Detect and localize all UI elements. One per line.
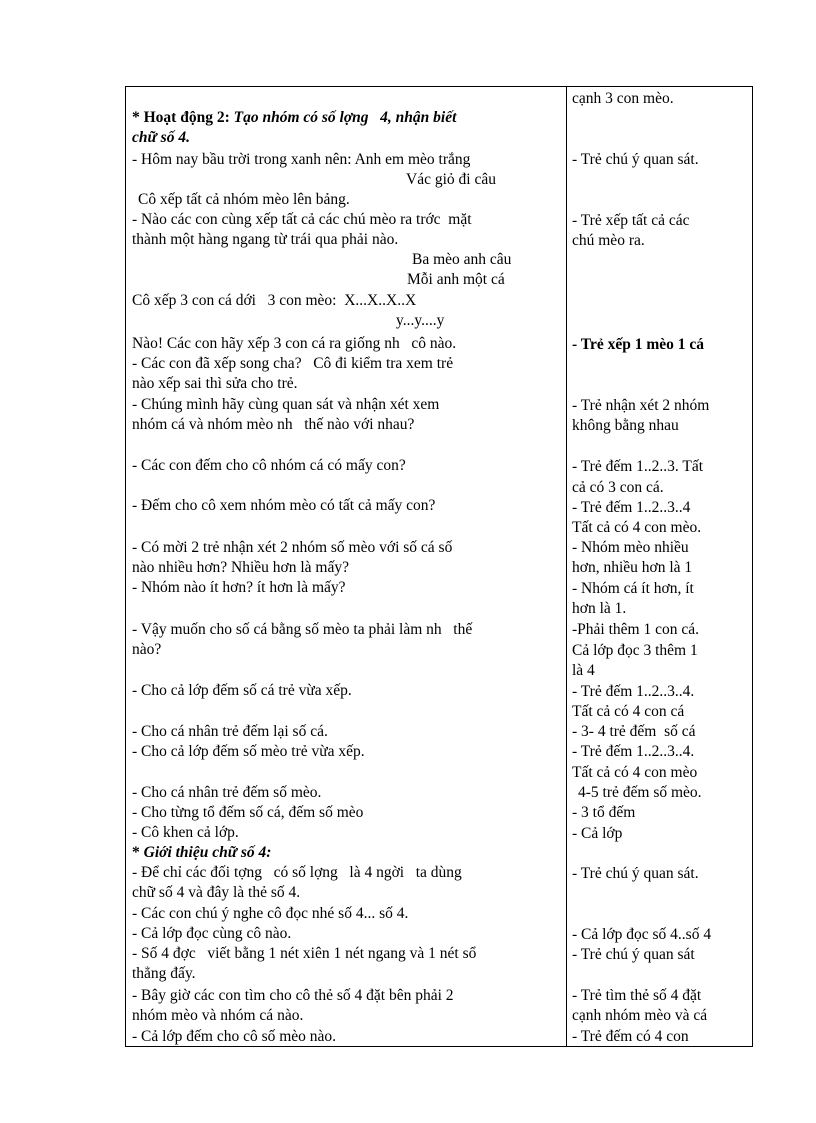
left-line: y...y....y [396,312,445,329]
right-line: - Trẻ xếp tất cả các [572,212,690,229]
right-line: chú mèo ra. [572,232,645,249]
left-line: Cô xếp tất cả nhóm mèo lên bảng. [138,191,350,208]
right-line: - Trẻ đếm 1..2..3. Tất [572,458,704,475]
left-line: - Cho cá nhân trẻ đếm số mèo. [132,784,322,801]
left-line: - Cho từng tổ đếm số cá, đếm số mèo [132,804,364,821]
right-line: -Phải thêm 1 con cá. [572,621,699,638]
left-line: chữ số 4 và đây là thẻ số 4. [132,884,301,901]
left-line: nào xếp sai thì sửa cho trẻ. [132,375,298,392]
left-line: thẳng đấy. [132,965,196,982]
left-line: - Có mời 2 trẻ nhận xét 2 nhóm số mèo với số cá số [132,539,453,556]
right-line: Tất cả có 4 con mèo. [572,519,702,536]
left-line: nhóm mèo và nhóm cá nào. [132,1007,304,1024]
activity-2-heading-cont: chữ số 4. [132,129,190,146]
left-line: - Các con đếm cho cô nhóm cá có mấy con? [132,457,406,474]
left-line: - Chúng mình hãy cùng quan sát và nhận xét xem [132,396,440,413]
left-line: - Cho cả lớp đếm số cá trẻ vừa xếp. [132,682,352,699]
activity-2-label: * Hoạt động 2: [132,109,234,126]
activity-2-title: Tạo nhóm có số lợng 4, nhận biết [233,109,457,126]
right-line: Tất cả có 4 con cá [572,703,685,720]
left-line: - Các con chú ý nghe cô đọc nhé số 4... số 4. [132,905,409,922]
left-line: - Số 4 đợc viết bằng 1 nét xiên 1 nét ngang và 1 nét sổ [132,945,477,962]
left-line: - Cho cá nhân trẻ đếm lại số cá. [132,723,328,740]
intro-heading [132,843,271,863]
left-line: nào nhiều hơn? Nhiều hơn là mấy? [132,559,349,576]
right-line: cạnh 3 con mèo. [572,90,674,107]
right-line: cả có 3 con cá. [572,479,664,496]
right-line: - Nhóm cá ít hơn, ít [572,580,694,597]
poem-line: Vác giỏ đi câu [406,171,496,188]
right-line: là 4 [572,662,595,679]
left-line: - Để chỉ các đối tợng có số lợng là 4 ngời ta dùng [132,864,462,881]
right-line: - Trẻ tìm thẻ số 4 đặt [572,987,702,1004]
right-line: - Cả lớp đọc số 4..số 4 [572,926,712,943]
poem-line: Ba mèo anh câu [412,251,512,268]
right-line: cạnh nhóm mèo và cá [572,1007,708,1024]
left-line: - Nhóm nào ít hơn? ít hơn là mấy? [132,579,346,596]
right-line: - Trẻ chú ý quan sát. [572,865,699,882]
right-line: hơn, nhiều hơn là 1 [572,559,693,576]
right-line: - Trẻ xếp 1 mèo 1 cá [572,336,704,353]
right-line: - Trẻ chú ý quan sát. [572,151,699,168]
right-line: - Trẻ nhận xét 2 nhóm [572,397,710,414]
right-line: không bằng nhau [572,417,679,434]
left-line: - Cô khen cả lớp. [132,824,239,841]
poem-line: Mỗi anh một cá [407,271,505,288]
right-line: - Trẻ chú ý quan sát [572,946,695,963]
left-line: - Đếm cho cô xem nhóm mèo có tất cả mấy con? [132,497,436,514]
intro-heading-star: * [132,844,144,861]
left-line: - Cho cả lớp đếm số mèo trẻ vừa xếp. [132,743,365,760]
right-line: - Trẻ đếm 1..2..3..4. [572,683,695,700]
left-line: nào? [132,641,162,658]
right-line: - Trẻ đếm có 4 con [572,1028,689,1045]
right-line: - Nhóm mèo nhiều [572,539,689,556]
right-line: hơn là 1. [572,600,627,617]
intro-heading-text: Giới thiệu chữ số 4: [143,844,272,861]
right-line: - Trẻ đếm 1..2..3..4. [572,743,695,760]
left-line: - Các con đã xếp song cha? Cô đi kiểm tra xem trẻ [132,355,454,372]
right-line: 4-5 trẻ đếm số mèo. [578,784,702,801]
lesson-table [125,86,753,1047]
left-line: - Cả lớp đếm cho cô số mèo nào. [132,1028,337,1045]
left-line: nhóm cá và nhóm mèo nh thế nào với nhau? [132,416,415,433]
right-line: - 3- 4 trẻ đếm số cá [572,723,696,740]
right-line: - 3 tổ đếm [572,804,636,821]
left-line: - Cả lớp đọc cùng cô nào. [132,925,292,942]
left-line: - Hôm nay bầu trời trong xanh nên: Anh em mèo trắng [132,151,471,168]
left-line: thành một hàng ngang từ trái qua phải nào. [132,231,399,248]
left-line: Nào! Các con hãy xếp 3 con cá ra giống nh cô nào. [132,335,457,352]
left-line: - Bây giờ các con tìm cho cô thẻ số 4 đặt bên phải 2 [132,987,454,1004]
right-line: - Trẻ đếm 1..2..3..4 [572,499,691,516]
activity-2-heading [132,108,456,128]
column-divider [566,87,567,1046]
right-line: Cả lớp đọc 3 thêm 1 [572,642,698,659]
left-line: - Nào các con cùng xếp tất cả các chú mèo ra trớc mặt [132,211,472,228]
right-line: Tất cả có 4 con mèo [572,764,698,781]
left-line: - Vậy muốn cho số cá bằng số mèo ta phải làm nh thế [132,621,473,638]
right-line: - Cả lớp [572,825,623,842]
left-line: Cô xếp 3 con cá dới 3 con mèo: X...X..X..X [132,292,417,309]
